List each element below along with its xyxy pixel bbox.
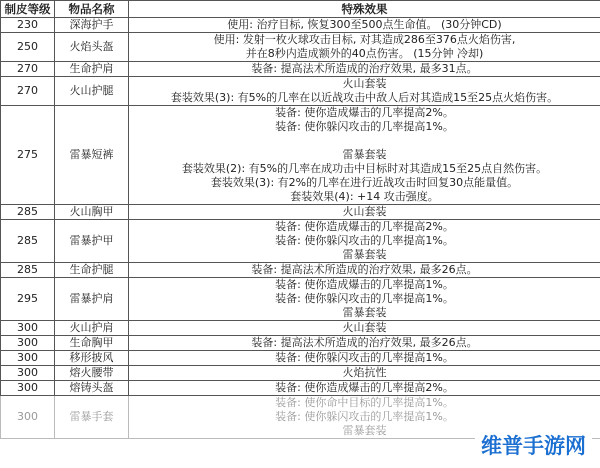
cell-item-name: 熔铸头盔 [55, 381, 129, 396]
effect-line: 装备: 使你造成爆击的几率提高2%。 [275, 220, 454, 233]
table-row [1, 33, 600, 62]
cell-level: 285 [1, 220, 55, 263]
effect-line: 装备: 使你躲闪攻击的几率提高1%。 [275, 351, 454, 364]
effect-line: 火山套装 [342, 205, 387, 218]
cell-item-name: 移形披风 [55, 351, 129, 366]
cell-effect [129, 77, 600, 106]
cell-item-name: 熔火腰带 [55, 366, 129, 381]
cell-level: 300 [1, 351, 55, 366]
table-row [1, 321, 600, 336]
cell-effect [129, 106, 600, 205]
cell-effect [129, 33, 600, 62]
header-effect: 特殊效果 [129, 1, 600, 18]
table-row [1, 205, 600, 220]
effect-line: 火山套装 [342, 77, 387, 90]
watermark: 维普手游网 [475, 428, 592, 462]
cell-level: 300 [1, 321, 55, 336]
cell-level: 230 [1, 18, 55, 33]
cell-level: 270 [1, 62, 55, 77]
table-row [1, 62, 600, 77]
effect-line: 火山套装 [342, 321, 387, 334]
cell-item-name: 深海护手 [55, 18, 129, 33]
table-row [1, 106, 600, 205]
cell-item-name: 生命护肩 [55, 62, 129, 77]
cell-effect [129, 220, 600, 263]
cell-level: 275 [1, 106, 55, 205]
effect-line: 套装效果(3): 有5%的几率在以近战攻击中敌人后对其造成15至25点火焰伤害。 [170, 91, 559, 104]
cell-level: 300 [1, 396, 55, 439]
cell-item-name: 雷暴手套 [55, 396, 129, 439]
cell-level: 250 [1, 33, 55, 62]
effect-line: 使用: 治疗目标, 恢复300至500点生命值。 (30分钟CD) [227, 18, 502, 31]
cell-level: 300 [1, 381, 55, 396]
effect-line: 装备: 提高法术所造成的治疗效果, 最多26点。 [251, 263, 478, 276]
cell-item-name: 生命胸甲 [55, 336, 129, 351]
table-row [1, 220, 600, 263]
effect-line: 装备: 使你躲闪攻击的几率提高1%。 [275, 120, 454, 133]
cell-level: 300 [1, 366, 55, 381]
cell-effect [129, 336, 600, 351]
cell-item-name: 火焰头盔 [55, 33, 129, 62]
effect-line: 雷暴套装 [342, 306, 387, 319]
effect-line: 装备: 使你造成爆击的几率提高2%。 [275, 106, 454, 119]
table-row [1, 381, 600, 396]
cell-item-name: 雷暴护肩 [55, 278, 129, 321]
effect-line: 套装效果(3): 有2%的几率在进行近战攻击时回复30点能量值。 [210, 176, 519, 189]
cell-item-name: 雷暴护甲 [55, 220, 129, 263]
effect-line: 雷暴套装 [342, 248, 387, 261]
effect-line: 使用: 发射一枚火球攻击目标, 对其造成286至376点火焰伤害, [213, 33, 516, 46]
cell-item-name: 火山护腿 [55, 77, 129, 106]
cell-level: 285 [1, 205, 55, 220]
effect-line: 并在8秒内造成额外的40点伤害。 (15分钟 冷却) [245, 47, 484, 60]
effect-line: 装备: 使你躲闪攻击的几率提高1%。 [275, 292, 454, 305]
cell-effect [129, 278, 600, 321]
cell-level: 270 [1, 77, 55, 106]
table-row [1, 351, 600, 366]
effect-line: 装备: 提高法术所造成的治疗效果, 最多26点。 [251, 336, 478, 349]
cell-effect [129, 263, 600, 278]
cell-effect [129, 366, 600, 381]
table-row [1, 263, 600, 278]
cell-item-name: 生命护腿 [55, 263, 129, 278]
effect-line: 套装效果(2): 有5%的几率在成功击中目标时对其造成15至25点自然伤害。 [181, 162, 548, 175]
effect-line: 装备: 提高法术所造成的治疗效果, 最多31点。 [251, 62, 478, 75]
table-row [1, 278, 600, 321]
table-row [1, 336, 600, 351]
effect-line: 装备: 使你造成爆击的几率提高2%。 [275, 381, 454, 394]
cell-level: 300 [1, 336, 55, 351]
cell-item-name: 火山护肩 [55, 321, 129, 336]
cell-level: 285 [1, 263, 55, 278]
cell-effect [129, 351, 600, 366]
cell-item-name: 雷暴短裤 [55, 106, 129, 205]
cell-effect [129, 62, 600, 77]
header-row [1, 1, 600, 18]
table-row [1, 77, 600, 106]
header-level: 制皮等级 [1, 1, 55, 18]
cell-effect [129, 381, 600, 396]
effect-line [133, 134, 596, 148]
cell-effect [129, 321, 600, 336]
effect-line: 装备: 使你躲闪攻击的几率提高1%。 [275, 234, 454, 247]
cell-effect [129, 18, 600, 33]
effect-line: 装备: 使你造成爆击的几率提高1%。 [275, 278, 454, 291]
effect-line: 雷暴套装 [342, 424, 387, 437]
effect-line: 装备: 使你躲闪攻击的几率提高1%。 [275, 410, 454, 423]
cell-level: 295 [1, 278, 55, 321]
effect-line: 雷暴套装 [342, 148, 387, 161]
table-row [1, 366, 600, 381]
cell-effect [129, 205, 600, 220]
header-name: 物品名称 [55, 1, 129, 18]
effect-line: 装备: 使你命中目标的几率提高1%。 [275, 396, 454, 409]
effect-line: 套装效果(4): +14 攻击强度。 [290, 190, 439, 203]
table-row [1, 18, 600, 33]
effect-line: 火焰抗性 [342, 366, 387, 379]
cell-item-name: 火山胸甲 [55, 205, 129, 220]
